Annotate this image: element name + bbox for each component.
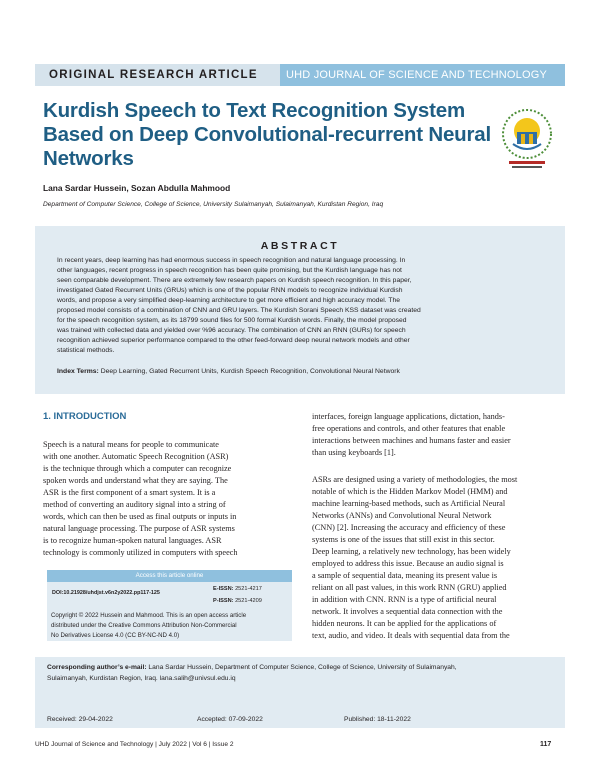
index-terms-label: Index Terms: xyxy=(57,368,99,375)
pissn xyxy=(213,598,262,604)
abstract-line: investigated Gated Recurrent Units (GRUs) which is one of the popular RNN models to recognize individual Kurdish xyxy=(57,287,403,294)
body-line: text, audio, and video. It deals with sequential data from the xyxy=(312,631,510,640)
body-line: with one another. Automatic Speech Recognition (ASR) xyxy=(43,452,229,461)
body-line: method of converting an auditory signal into a string of xyxy=(43,500,226,509)
title-line: Kurdish Speech to Text Recognition System xyxy=(43,99,465,122)
eissn xyxy=(213,586,262,592)
body-line: natural language processing. The purpose of ASR systems xyxy=(43,524,235,533)
abstract-line: other languages, recent progress in speech recognition has been quite promising, but the Kurdish language has not xyxy=(57,267,402,274)
body-line: spoken words and understand what they are saying. The xyxy=(43,476,228,485)
article-type-banner: ORIGINAL RESEARCH ARTICLE xyxy=(35,64,280,86)
index-terms-list: Deep Learning, Gated Recurrent Units, Kurdish Speech Recognition, Convolutional Neural Network xyxy=(98,368,400,375)
pissn-label: P-ISSN: xyxy=(213,598,234,604)
body-line: notable of which is the Hidden Markov Model (HMM) and xyxy=(312,487,508,496)
pissn-value: 2521-4209 xyxy=(233,598,262,604)
doi-link[interactable]: DOI:10.21928/uhdjst.v6n2y2022.pp117-125 xyxy=(52,590,160,596)
correspondence-text: Lana Sardar Hussein, Department of Computer Science, College of Science, University of Sulaimanyah, xyxy=(146,664,457,671)
copyright-line: No Derivatives License 4.0 (CC BY-NC-ND 4.0) xyxy=(51,632,180,639)
abstract-line: was trained with collected data and yielded over %96 accuracy. The combination of CNN an RNN (GURs) for speech xyxy=(57,327,406,334)
authors: Lana Sardar Hussein, Sozan Abdulla Mahmood xyxy=(43,183,231,193)
correspondence-email-line: Sulaimanyah, Kurdistan Region, Iraq. lana.salih@univsul.edu.iq xyxy=(47,675,236,682)
journal-name-banner: UHD JOURNAL OF SCIENCE AND TECHNOLOGY xyxy=(280,64,565,86)
paper-title xyxy=(43,99,491,171)
body-line: ASR is the first component of a smart system. It is a xyxy=(43,488,216,497)
body-line: free operations and controls, and other features that enable xyxy=(312,424,506,433)
abstract-line: proposed model consists of a combination of CNN and GRU layers. The Kurdish Sorani Speech KSS dataset was created xyxy=(57,307,421,314)
body-line: machine learning-based methods, such as Artificial Neural xyxy=(312,499,506,508)
abstract-line: statistical methods. xyxy=(57,347,115,354)
copyright-line: distributed under the Creative Commons Attribution Non-Commercial xyxy=(51,622,237,629)
body-line: is to recognize human-spoken natural languages. ASR xyxy=(43,536,222,545)
body-line: words, which can then be used as final outputs or inputs in xyxy=(43,512,237,521)
published-date: Published: 18-11-2022 xyxy=(344,716,411,723)
section-heading-introduction: 1. INTRODUCTION xyxy=(43,411,127,422)
abstract-heading: ABSTRACT xyxy=(260,240,340,252)
eissn-value: 2521-4217 xyxy=(233,586,262,592)
body-line: is the technique through which a computer can recognize xyxy=(43,464,232,473)
footer-journal: UHD Journal of Science and Technology | July 2022 | Vol 6 | Issue 2 xyxy=(35,741,234,748)
body-line: technology is commonly utilized in computers with speech xyxy=(43,548,238,557)
body-line: systems is one of the issues that still exist in this sector. xyxy=(312,535,495,544)
correspondence-label: Corresponding author’s e-mail: xyxy=(47,664,147,671)
body-line: Speech is a natural means for people to communicate xyxy=(43,440,219,449)
correspondence-line xyxy=(47,664,457,671)
received-date: Received: 29-04-2022 xyxy=(47,716,113,723)
abstract-line: recognition achieved superior performance compared to the other feed-forward deep neural network models and other xyxy=(57,337,410,344)
body-line: Networks (ANNs) and Convolutional Neural Network xyxy=(312,511,492,520)
body-line: Deep learning, a relatively new technology, has been widely xyxy=(312,547,511,556)
title-line: Based on Deep Convolutional-recurrent Neural xyxy=(43,123,491,146)
body-line: hidden neurons. It can be applied for the applications of xyxy=(312,619,497,628)
body-line: interfaces, foreign language applications, dictation, hands- xyxy=(312,412,505,421)
body-line: (CNN) [2]. Increasing the accuracy and efficiency of these xyxy=(312,523,506,532)
title-line: Networks xyxy=(43,147,134,170)
eissn-label: E-ISSN: xyxy=(213,586,234,592)
body-line: a sample of sequential data, meaning its present value is xyxy=(312,571,498,580)
abstract-line: In recent years, deep learning has had enormous success in speech recognition and natural language processing. In xyxy=(57,257,406,264)
university-emblem-icon xyxy=(487,98,567,178)
copyright-line: Copyright © 2022 Hussein and Mahmood. This is an open access article xyxy=(51,612,247,619)
body-line: interactions between machines and humans faster and easier xyxy=(312,436,511,445)
body-line: employed to address this issue. Because an audio signal is xyxy=(312,559,504,568)
access-online-bar: Access this article online xyxy=(47,570,292,582)
body-line: ASRs are designed using a variety of methodologies, the most xyxy=(312,475,518,484)
body-line: than using keyboards [1]. xyxy=(312,448,396,457)
accepted-date: Accepted: 07-09-2022 xyxy=(197,716,263,723)
page-number: 117 xyxy=(540,741,552,748)
abstract-line: seen comparable development. There are extremely few research papers on Kurdish speech recognition. In this paper, xyxy=(57,277,412,284)
body-line: in addition with CNN. RNN is a type of artificial neural xyxy=(312,595,497,604)
abstract-line: words, and propose a very simplified deep-learning architecture to get more efficient and high accuracy model. The xyxy=(57,297,401,304)
index-terms xyxy=(57,368,400,375)
body-line: network. It involves a sequential data connection with the xyxy=(312,607,503,616)
affiliation: Department of Computer Science, College of Science, University Sulaimanyah, Sulaimanyah, Kurdistan Region, Iraq xyxy=(43,201,384,208)
abstract-line: for the speech recognition system, as its 18799 sound files for 500 formal Kurdish words. Finally, the model proposed xyxy=(57,317,407,324)
body-line: reliant on all past values, in this work RNN (GRU) applied xyxy=(312,583,507,592)
